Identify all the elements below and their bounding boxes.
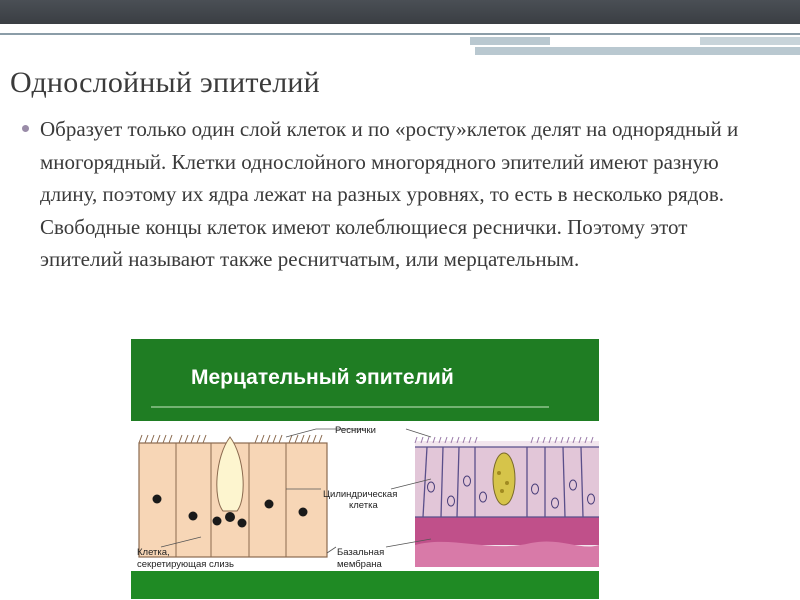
top-decor-line xyxy=(0,33,800,35)
top-decor-bar xyxy=(0,0,800,24)
label-membrane-1: Базальная xyxy=(337,547,385,558)
label-goblet-1: Клетка, xyxy=(137,547,170,558)
slide-title: Однослойный эпителий xyxy=(10,66,320,99)
micrograph-tissue xyxy=(415,437,599,567)
figure-banner-title: Мерцательный эпителий xyxy=(191,366,454,389)
bullet-marker xyxy=(22,125,29,132)
schematic-cells xyxy=(139,435,327,557)
label-cilia: Реснички xyxy=(335,425,376,436)
label-membrane-2: мембрана xyxy=(337,559,382,570)
bullet-text: Образует только один слой клеток и по «росту»клеток делят на однорядный и многорядный. Клетки однослойного многорядного эпителий имеют разную длину, поэтому их ядра лежат на разных уровнях, то есть в несколько рядов. Свободные концы клеток имеют колеблющиеся реснички. Поэтому этот эпителий называют также реснитчатым, или мерцательным. xyxy=(40,117,739,271)
top-decor-blocks xyxy=(470,37,800,57)
label-cylindrical-2: клетка xyxy=(349,500,378,511)
label-cylindrical-1: Цилиндрическая xyxy=(323,489,398,500)
epithelium-figure xyxy=(131,339,599,599)
figure-bottom-band xyxy=(131,571,599,599)
label-goblet-2: секретирующая слизь xyxy=(137,559,234,570)
